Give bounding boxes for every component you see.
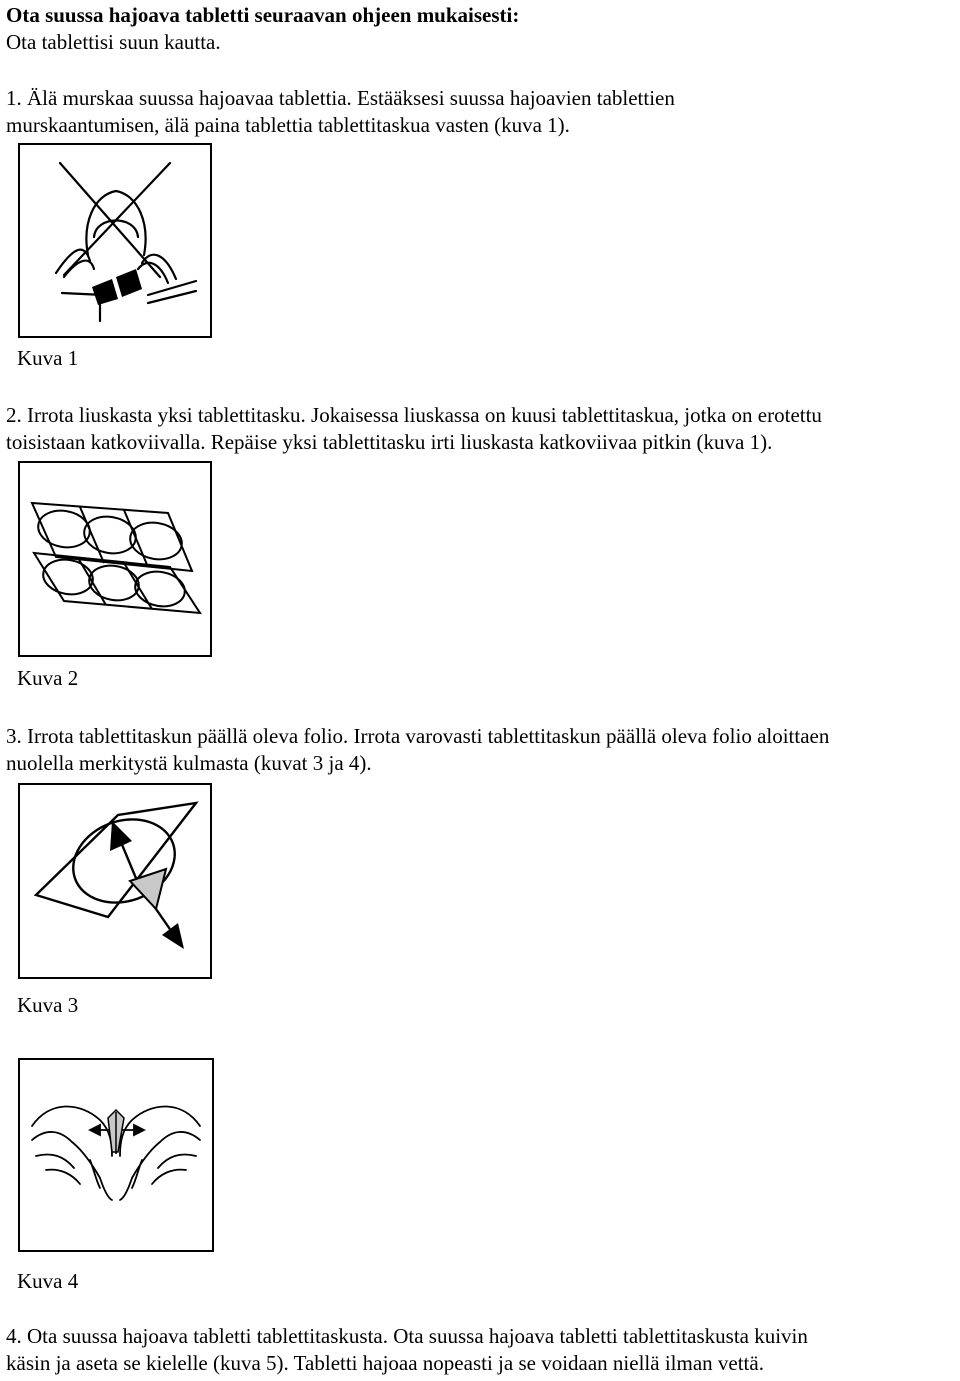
- figure-1-drawing: [20, 145, 210, 336]
- figure-4-image: [18, 1058, 214, 1252]
- step-4-line-2: käsin ja aseta se kielelle (kuva 5). Tabletti hajoaa nopeasti ja se voidaan niellä ilman vettä.: [6, 1351, 764, 1375]
- step-2-line-1: 2. Irrota liuskasta yksi tablettitasku. Jokaisessa liuskassa on kuusi tablettitaskua, jotka on erotettu: [6, 403, 822, 427]
- figure-2-drawing: [20, 463, 210, 655]
- figure-3-caption: Kuva 3: [17, 993, 79, 1017]
- figure-4-caption: Kuva 4: [17, 1269, 79, 1293]
- tablet-shape: [116, 269, 142, 297]
- step-1-line-1: 1. Älä murskaa suussa hajoavaa tablettia. Estääksesi suussa hajoavien tablettien: [6, 86, 675, 110]
- figure-3-image: [18, 783, 212, 979]
- step-3-line-1: 3. Irrota tablettitaskun päällä oleva folio. Irrota varovasti tablettitaskun päällä oleva folio aloittaen: [6, 724, 830, 748]
- step-3-line-2: nuolella merkitystä kulmasta (kuvat 3 ja 4).: [6, 751, 372, 775]
- step-1-line-2: murskaantumisen, älä paina tablettia tablettitaskua vasten (kuva 1).: [6, 113, 570, 137]
- step-4-line-1: 4. Ota suussa hajoava tabletti tablettitaskusta. Ota suussa hajoava tabletti tablettitaskusta kuivin: [6, 1324, 808, 1348]
- page-heading: Ota suussa hajoava tabletti seuraavan ohjeen mukaisesti:: [6, 3, 520, 27]
- step-2-line-2: toisistaan katkoviivalla. Repäise yksi tablettitasku irti liuskasta katkoviivaa pitkin (kuva 1).: [6, 430, 773, 454]
- arrow-up-icon: [110, 821, 132, 851]
- figure-3-drawing: [20, 785, 210, 977]
- figure-2-caption: Kuva 2: [17, 666, 79, 690]
- figure-1-caption: Kuva 1: [17, 346, 79, 370]
- arrow-down-icon: [162, 923, 184, 949]
- tablet-shape: [92, 279, 118, 305]
- figure-4-drawing: [20, 1060, 212, 1250]
- figure-2-image: [18, 461, 212, 657]
- intro-text: Ota tablettisi suun kautta.: [6, 30, 221, 54]
- figure-1-image: [18, 143, 212, 338]
